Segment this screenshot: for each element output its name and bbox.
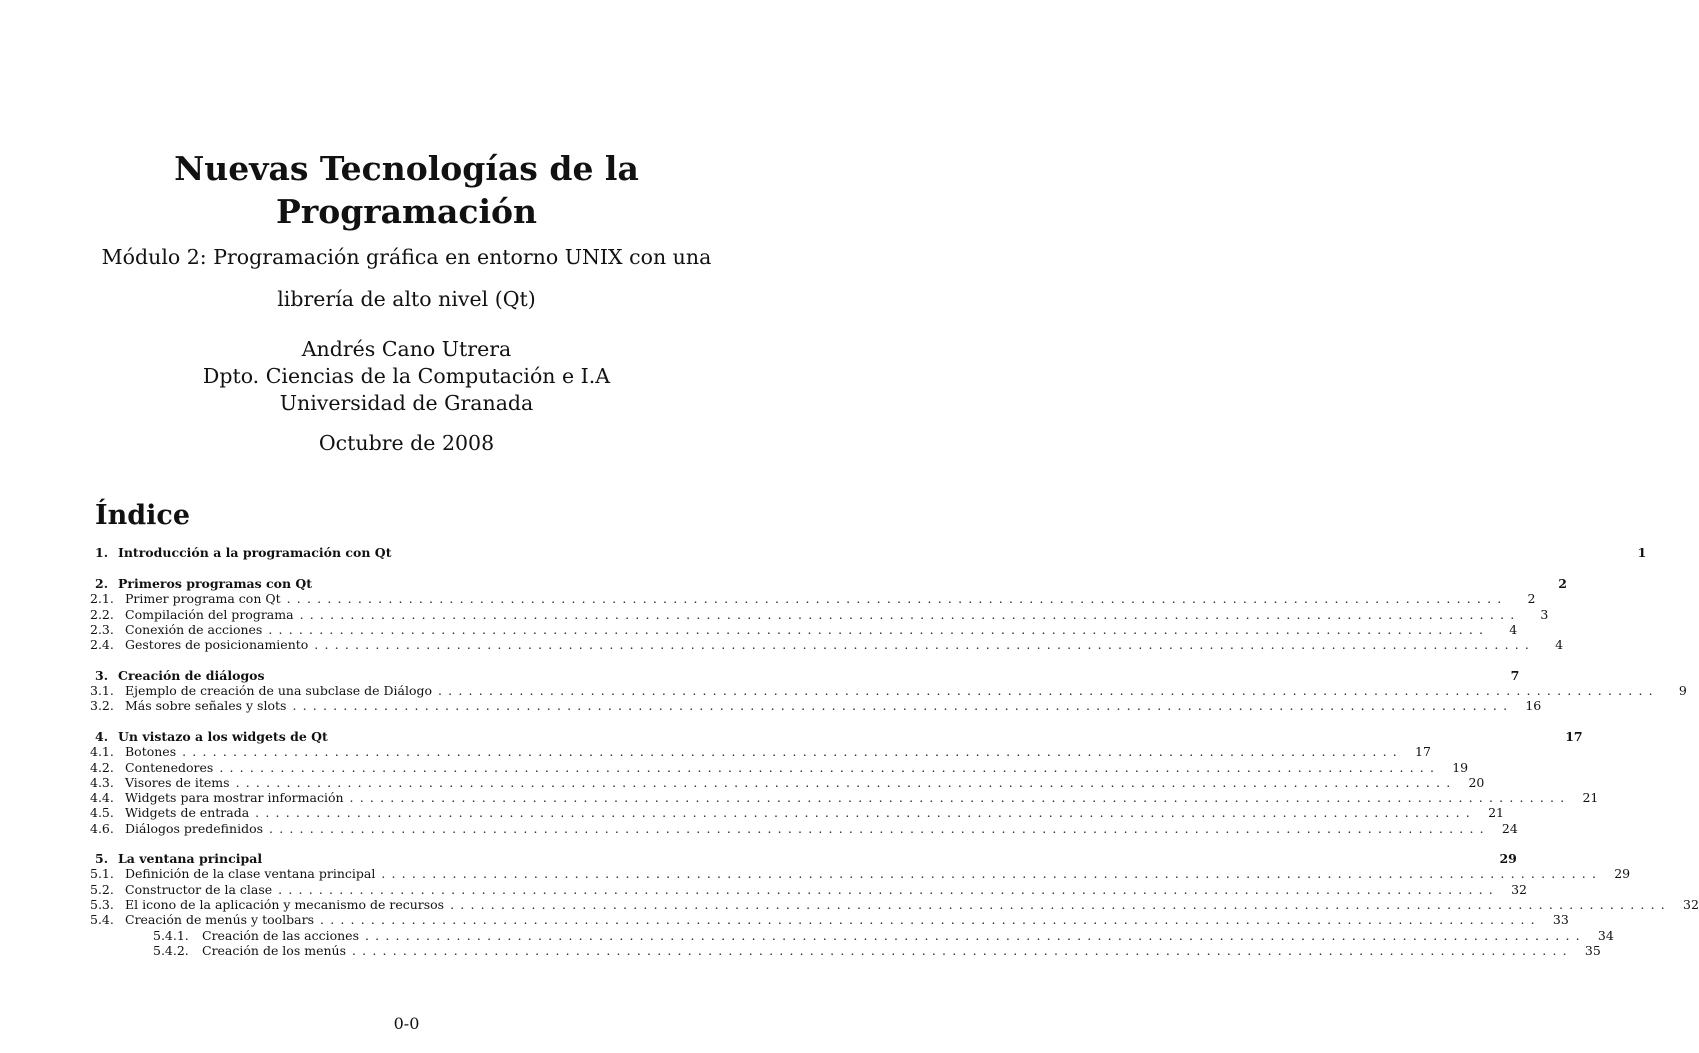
toc-entry-title: Creación de menús y toolbars (125, 912, 315, 927)
toc-entry-page: 16 (1525, 698, 1542, 713)
toc-entry-page: 17 (1565, 729, 1583, 744)
toc-entry-title: Contenedores (125, 760, 214, 775)
toc-entry-title: Compilación del programa (125, 607, 294, 622)
toc-entry[interactable] (95, 576, 1567, 591)
toc-entry-page: 4 (1555, 637, 1564, 652)
toc-entry[interactable] (90, 821, 1518, 836)
toc-entry-page: 20 (1468, 775, 1485, 790)
toc-entry-page: 2 (1527, 591, 1536, 606)
toc-entry-title: Conexión de acciones (125, 622, 263, 637)
toc-entry-number: 3.1. (90, 683, 114, 698)
document-title-line-2: Programación (276, 192, 537, 231)
toc-dot-leader: ........................................................................................................................ (352, 943, 1573, 958)
toc-entry[interactable] (90, 637, 1564, 652)
toc-dot-leader: ........................................................................................................................ (292, 698, 1514, 713)
toc-entry[interactable] (90, 866, 1631, 881)
toc-entry-number: 3.2. (90, 698, 114, 713)
author-department: Dpto. Ciencias de la Computación e I.A (202, 364, 611, 388)
document-title-line-1: Nuevas Tecnologías de la (174, 149, 639, 188)
toc-dot-leader: ........................................................................................................................ (286, 591, 1508, 606)
toc-entry-title: Creación de los menús (202, 943, 346, 958)
toc-entry-page: 32 (1511, 882, 1527, 897)
toc-entry-number: 2.1. (90, 591, 114, 606)
toc-entry-page: 19 (1452, 760, 1469, 775)
toc-entry-page: 24 (1501, 821, 1518, 836)
toc-entry-title: Visores de items (125, 775, 230, 790)
toc-entry-number: 5.2. (90, 882, 114, 897)
toc-entry-page: 21 (1582, 790, 1599, 805)
toc-dot-leader: ........................................................................................................................ (219, 760, 1441, 775)
toc-entry[interactable] (90, 790, 1599, 805)
toc-entry-title: Ejemplo de creación de una subclase de Diálogo (125, 683, 432, 698)
toc-entry-number: 5.1. (90, 866, 114, 881)
toc-entry-number: 4. (95, 729, 109, 744)
toc-entry-title: Introducción a la programación con Qt (118, 545, 392, 560)
toc-dot-leader: ........................................................................................................................ (268, 622, 1490, 637)
toc-entry-number: 5.4.1. (153, 928, 189, 943)
toc-entry[interactable] (90, 897, 1699, 912)
toc-entry-page: 17 (1415, 744, 1431, 759)
toc-entry[interactable] (90, 622, 1518, 637)
toc-entry-title: Primeros programas con Qt (118, 576, 313, 591)
toc-dot-leader: ........................................................................................................................ (278, 882, 1499, 897)
toc-entry-page: 32 (1683, 897, 1699, 912)
document-subtitle-line-1: Módulo 2: Programación gráfica en entorno UNIX con una (101, 245, 712, 269)
toc-entry-title: Constructor de la clase (125, 882, 273, 897)
toc-entry-page: 3 (1540, 607, 1549, 622)
toc-entry-number: 4.5. (90, 805, 114, 820)
toc-entry-title: Botones (125, 744, 177, 759)
toc-entry-title: La ventana principal (118, 851, 263, 866)
toc-entry-title: Definición de la clase ventana principal (125, 866, 376, 881)
toc-entry-title: Creación de diálogos (118, 668, 265, 683)
toc-entry[interactable] (90, 760, 1469, 775)
toc-entry-number: 3. (95, 668, 109, 683)
toc-entry-title: Un vistazo a los widgets de Qt (118, 729, 328, 744)
toc-dot-leader: ........................................................................................................................ (235, 775, 1457, 790)
author-university: Universidad de Granada (279, 391, 534, 415)
toc-entry[interactable] (90, 744, 1431, 759)
toc-entry-title: Widgets de entrada (125, 805, 250, 820)
toc-entry-page: 29 (1614, 866, 1631, 881)
toc-entry[interactable] (95, 668, 1520, 683)
toc-entry-title: El icono de la aplicación y mecanismo de recursos (125, 897, 445, 912)
toc-dot-leader: ........................................................................................................................ (349, 790, 1571, 805)
toc-entry-page: 29 (1499, 851, 1517, 866)
toc-entry-number: 4.4. (90, 790, 114, 805)
toc-dot-leader: ........................................................................................................................ (182, 744, 1403, 759)
toc-entry-number: 4.2. (90, 760, 114, 775)
page-number: 0-0 (393, 1014, 420, 1033)
toc-entry[interactable] (95, 851, 1517, 866)
toc-entry[interactable] (90, 698, 1542, 713)
toc-entry-page: 1 (1637, 545, 1647, 560)
toc-entry-page: 21 (1488, 805, 1504, 820)
toc-entry-title: Primer programa con Qt (125, 591, 281, 606)
toc-heading: Índice (95, 500, 191, 531)
toc-entry-page: 35 (1584, 943, 1601, 958)
toc-entry-page: 33 (1552, 912, 1569, 927)
toc-entry-title: Más sobre señales y slots (125, 698, 287, 713)
toc-entry-page: 34 (1597, 928, 1614, 943)
toc-entry-number: 2. (95, 576, 109, 591)
toc-entry-number: 1. (95, 545, 109, 560)
toc-entry[interactable] (90, 683, 1687, 698)
toc-entry-number: 5.4. (90, 912, 114, 927)
toc-entry[interactable] (95, 943, 1601, 958)
document-subtitle-line-2: librería de alto nivel (Qt) (277, 287, 536, 311)
toc-dot-leader: ........................................................................................................................ (438, 683, 1659, 698)
toc-entry-title: Creación de las acciones (202, 928, 359, 943)
document-date: Octubre de 2008 (318, 431, 495, 455)
toc-dot-leader: ........................................................................................................................ (365, 928, 1586, 943)
toc-dot-leader: ........................................................................................................................ (314, 637, 1536, 652)
toc-dot-leader: ........................................................................................................................ (450, 897, 1671, 912)
toc-dot-leader: ........................................................................................................................ (299, 607, 1521, 622)
toc-entry-title: Gestores de posicionamiento (125, 637, 309, 652)
toc-entry-title: Diálogos predefinidos (125, 821, 264, 836)
toc-entry-number: 2.3. (90, 622, 114, 637)
toc-entry[interactable] (90, 607, 1549, 622)
toc-entry-number: 4.1. (90, 744, 114, 759)
toc-entry[interactable] (95, 729, 1583, 744)
toc-dot-leader: ........................................................................................................................ (269, 821, 1490, 836)
toc-entry-page: 4 (1509, 622, 1518, 637)
toc-entry-title: Widgets para mostrar información (125, 790, 344, 805)
toc-entry[interactable] (90, 805, 1504, 820)
toc-entry-page: 7 (1510, 668, 1520, 683)
toc-entry-number: 5.3. (90, 897, 114, 912)
toc-entry-number: 5. (95, 851, 109, 866)
toc-entry[interactable] (90, 775, 1485, 790)
toc-entry-number: 2.2. (90, 607, 114, 622)
author-name: Andrés Cano Utrera (301, 337, 512, 361)
toc-entry[interactable] (90, 882, 1527, 897)
toc-entry-number: 4.3. (90, 775, 114, 790)
toc-dot-leader: ........................................................................................................................ (255, 805, 1476, 820)
toc-entry-page: 2 (1558, 576, 1567, 591)
toc-entry[interactable] (90, 591, 1536, 606)
toc-dot-leader: ........................................................................................................................ (320, 912, 1541, 927)
toc-entry-number: 2.4. (90, 637, 114, 652)
toc-entry-page: 9 (1678, 683, 1687, 698)
toc-entry[interactable] (90, 912, 1569, 927)
toc-entry[interactable] (95, 928, 1614, 943)
toc-entry[interactable] (95, 545, 1647, 560)
toc-entry-number: 4.6. (90, 821, 114, 836)
toc-entry-number: 5.4.2. (153, 943, 189, 958)
toc-dot-leader: ........................................................................................................................ (381, 866, 1603, 881)
